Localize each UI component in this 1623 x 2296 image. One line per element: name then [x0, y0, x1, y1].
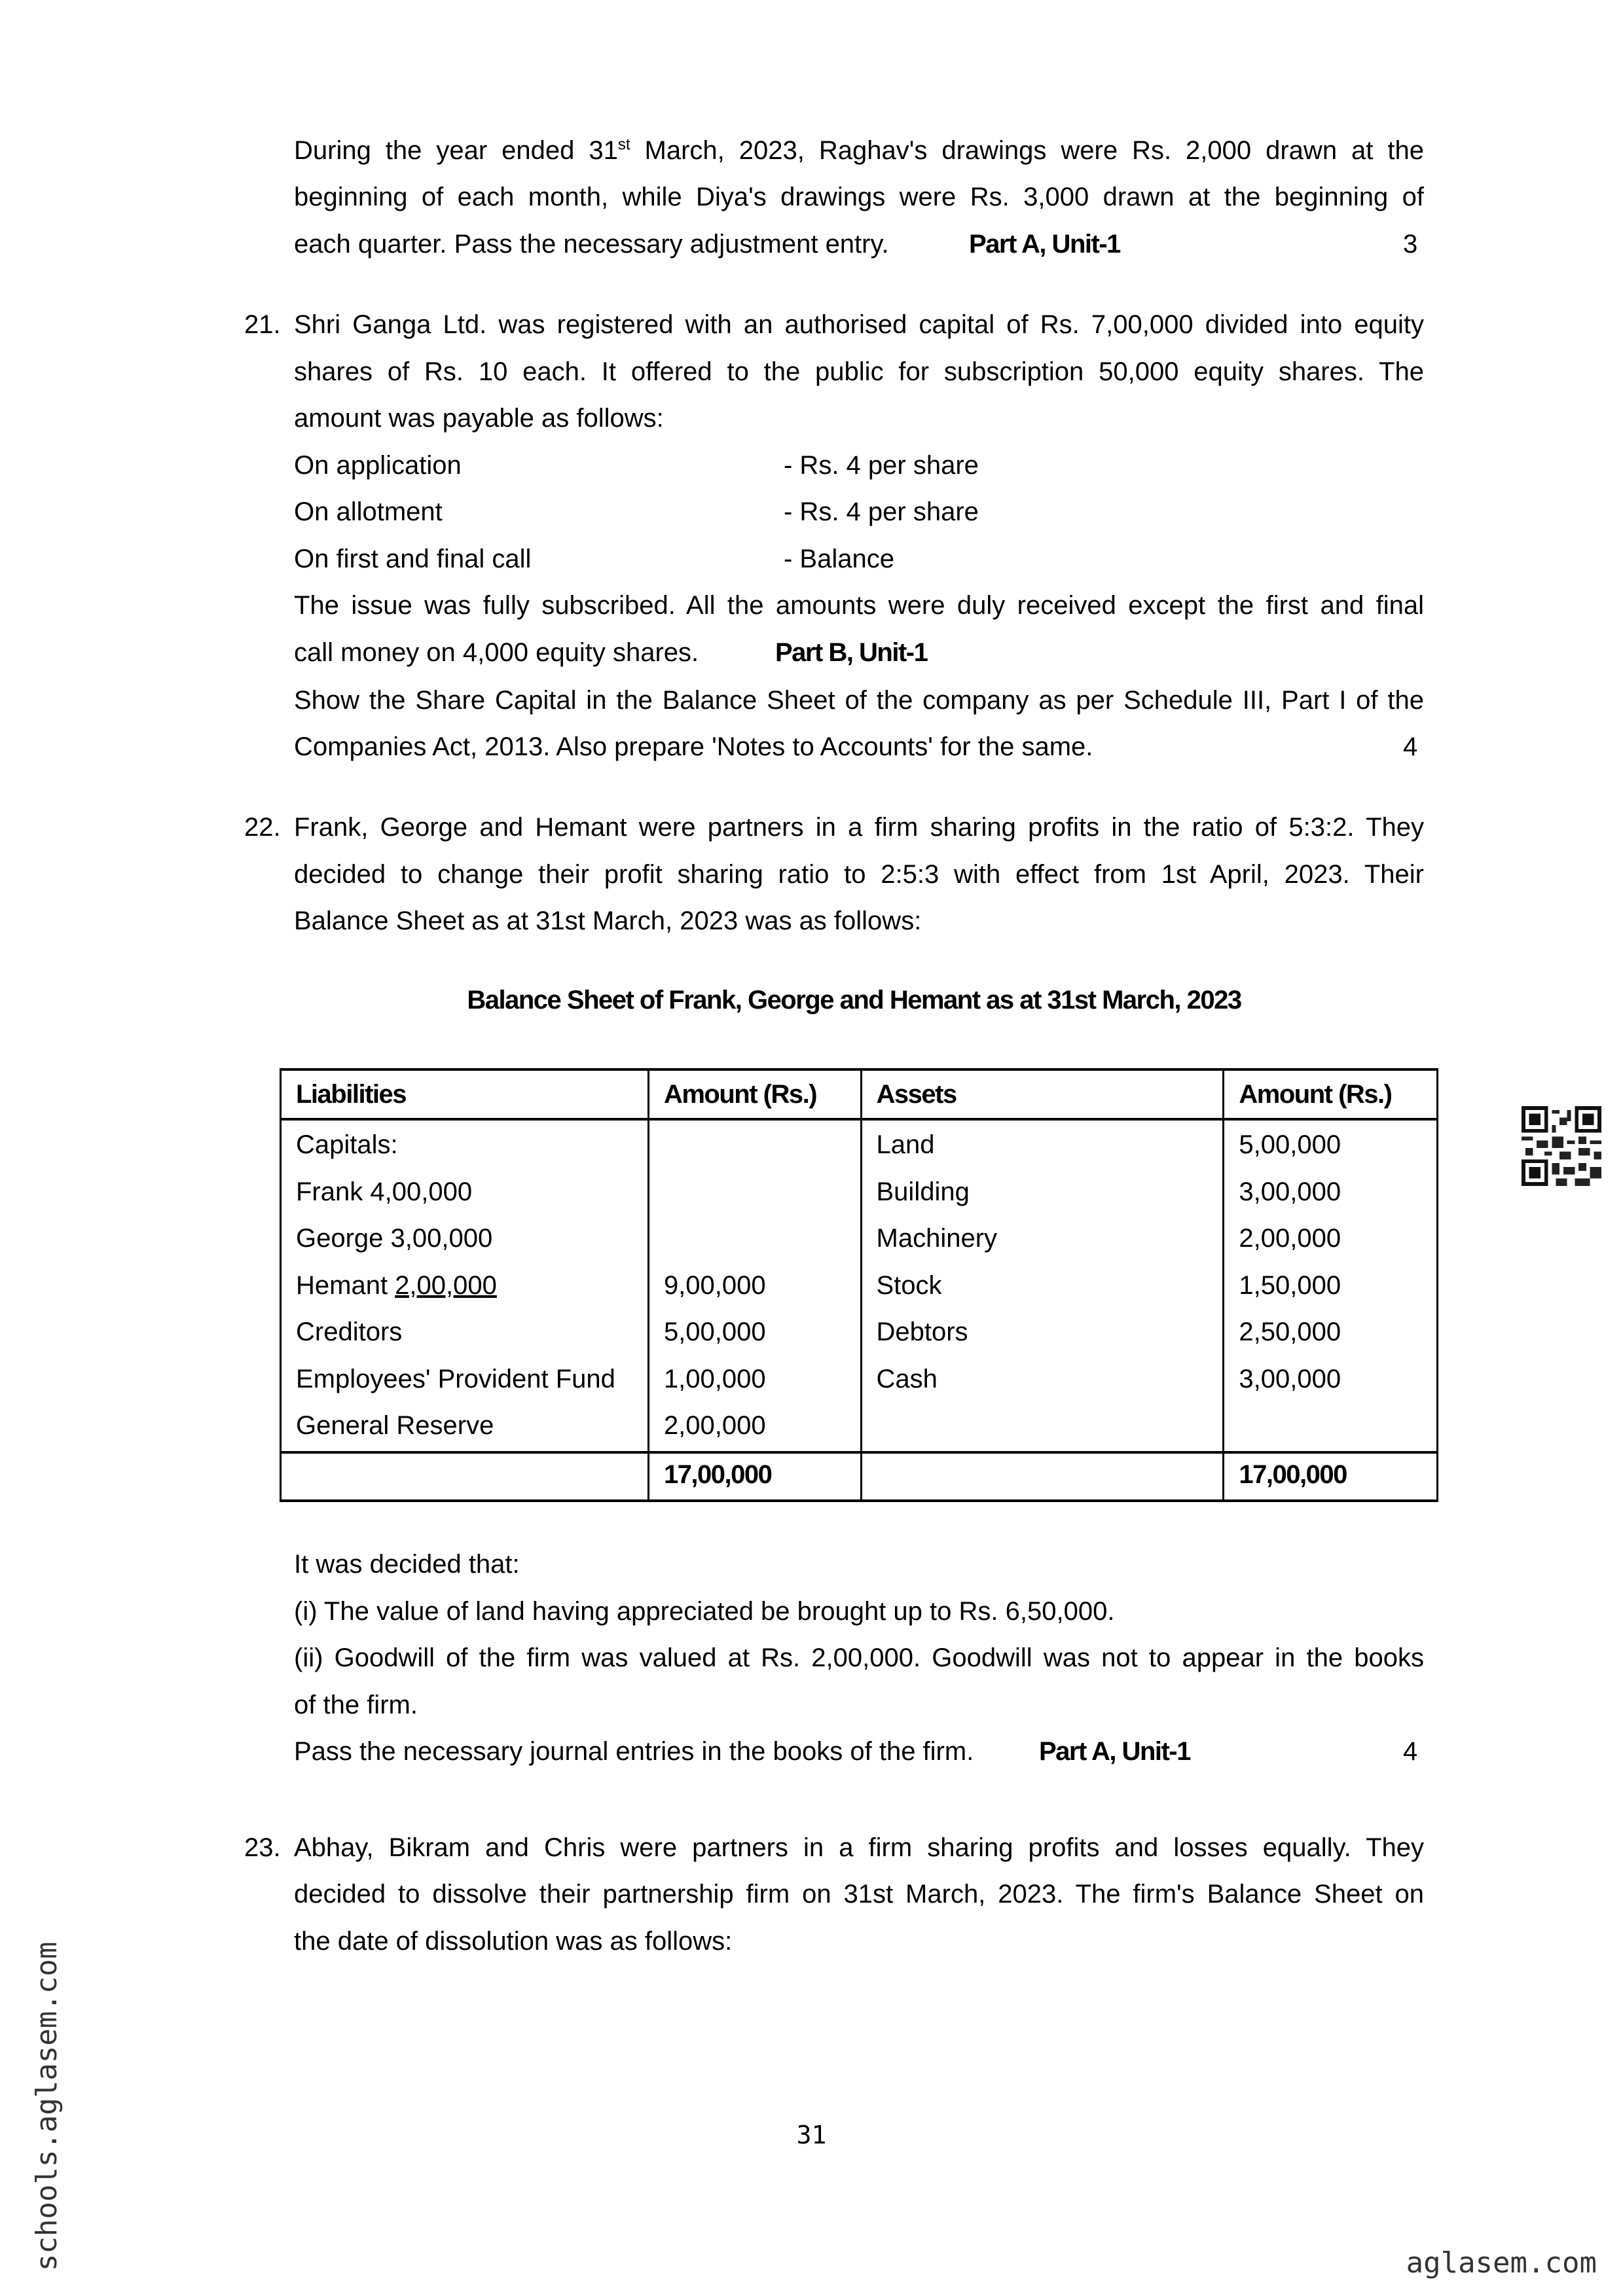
table-header	[281, 1069, 1438, 1119]
table-total-row	[281, 1452, 1438, 1501]
schedule-label: On application	[294, 451, 462, 480]
liability: General Reserve	[296, 1411, 494, 1440]
liability: Creditors	[296, 1318, 403, 1346]
liability: George 3,00,000	[296, 1224, 493, 1253]
balance-sheet-title: Balance Sheet of Frank, George and Hemant as at 31st March, 2023	[467, 986, 1241, 1014]
marks: 4	[1403, 1737, 1418, 1766]
q22-line: Frank, George and Hemant were partners in a firm sharing profits in the ratio of 5:3:2. They	[294, 813, 1424, 842]
asset: Building	[876, 1177, 970, 1206]
q21-line: Shri Ganga Ltd. was registered with an authorised capital of Rs. 7,00,000 divided into equity	[294, 310, 1424, 339]
liability	[296, 1263, 647, 1310]
amount	[664, 1122, 860, 1169]
header-amount: Amount (Rs.)	[648, 1069, 861, 1119]
amount: 5,00,000	[1239, 1130, 1341, 1159]
liab-amount-column	[648, 1119, 861, 1452]
liability: Capitals:	[296, 1130, 398, 1159]
question-number: 21.	[244, 310, 281, 339]
q23-line: decided to dissolve their partnership firm on 31st March, 2023. The firm's Balance Sheet on	[294, 1880, 1424, 1909]
schedule-label: On first and final call	[294, 545, 532, 573]
empty-cell	[281, 1452, 649, 1501]
assets-column	[861, 1119, 1224, 1452]
table-body	[281, 1119, 1438, 1452]
schedule-value: - Balance	[784, 545, 894, 573]
q21-line: The issue was fully subscribed. All the amounts were duly received except the first and final	[294, 591, 1424, 620]
q21-line: Show the Share Capital in the Balance Sheet of the company as per Schedule III, Part I of the	[294, 686, 1424, 715]
header-liabilities: Liabilities	[281, 1069, 649, 1119]
empty-cell	[861, 1452, 1224, 1501]
asset: Debtors	[876, 1318, 968, 1346]
hemant-capital: 2,00,000	[395, 1270, 497, 1300]
question-number: 23.	[244, 1833, 281, 1862]
qr-code-icon	[1522, 1106, 1601, 1186]
amount	[664, 1169, 860, 1216]
balance-sheet-table	[280, 1068, 1438, 1502]
amount: 9,00,000	[663, 1270, 766, 1300]
amount: 2,50,000	[1239, 1318, 1341, 1346]
amount: 1,00,000	[663, 1364, 766, 1393]
amount	[664, 1215, 860, 1263]
part-reference: Part A, Unit-1	[969, 230, 1120, 259]
header-assets: Assets	[861, 1069, 1224, 1119]
asset-amount-column	[1224, 1119, 1438, 1452]
q23-line: the date of dissolution was as follows:	[294, 1927, 733, 1956]
q22-after-line: (ii) Goodwill of the firm was valued at Rs. 2,00,000. Goodwill was not to appear in the books	[294, 1643, 1424, 1672]
page-number: 31	[796, 2121, 827, 2149]
amount: 5,00,000	[663, 1318, 766, 1346]
total-assets: 17,00,000	[1224, 1452, 1438, 1501]
q21-line: Companies Act, 2013. Also prepare 'Notes to Accounts' for the same.	[294, 732, 1093, 761]
asset: Cash	[876, 1364, 938, 1393]
q22-line: decided to change their profit sharing ratio to 2:5:3 with effect from 1st April, 2023. Their	[294, 860, 1424, 889]
liability-label: Hemant	[296, 1270, 395, 1300]
schedule-value: - Rs. 4 per share	[784, 497, 979, 526]
corner-watermark: aglasem.com	[1406, 2246, 1597, 2280]
q21-line: shares of Rs. 10 each. It offered to the public for subscription 50,000 equity shares. The	[294, 357, 1424, 386]
side-watermark: schools.aglasem.com	[30, 1941, 64, 2271]
q20-line-3: each quarter. Pass the necessary adjustment entry.	[294, 230, 889, 259]
part-reference: Part B, Unit-1	[775, 638, 928, 667]
q21-line: call money on 4,000 equity shares.	[294, 638, 699, 667]
liability: Employees' Provident Fund	[296, 1364, 615, 1393]
liabilities-column	[281, 1119, 649, 1452]
q20-line-2: beginning of each month, while Diya's drawings were Rs. 3,000 drawn at the beginning of	[294, 183, 1424, 211]
asset: Land	[876, 1130, 935, 1159]
question-number: 22.	[244, 813, 281, 842]
text: During the year ended 31	[294, 136, 618, 165]
part-reference: Part A, Unit-1	[1039, 1737, 1190, 1766]
marks: 4	[1403, 732, 1418, 761]
total-liabilities: 17,00,000	[648, 1452, 861, 1501]
schedule-value: - Rs. 4 per share	[784, 451, 979, 480]
asset: Machinery	[876, 1224, 998, 1253]
q22-after-line: (i) The value of land having appreciated be brought up to Rs. 6,50,000.	[294, 1597, 1115, 1626]
amount: 3,00,000	[1239, 1364, 1341, 1393]
amount: 3,00,000	[1239, 1177, 1341, 1206]
schedule-label: On allotment	[294, 497, 443, 526]
header-amount: Amount (Rs.)	[1224, 1069, 1438, 1119]
q20-line-1	[294, 127, 1424, 174]
liability: Frank 4,00,000	[296, 1177, 473, 1206]
q22-after-line: of the firm.	[294, 1691, 418, 1719]
q21-line: amount was payable as follows:	[294, 404, 664, 433]
text: March, 2023, Raghav's drawings were Rs. 2,000 drawn at the	[630, 136, 1424, 165]
superscript: st	[617, 135, 630, 154]
q22-after-line: It was decided that:	[294, 1550, 520, 1579]
marks: 3	[1403, 230, 1418, 259]
amount: 2,00,000	[663, 1411, 766, 1440]
q22-after-line: Pass the necessary journal entries in the books of the firm.	[294, 1737, 974, 1766]
amount: 2,00,000	[1239, 1224, 1341, 1253]
q22-line: Balance Sheet as at 31st March, 2023 was as follows:	[294, 906, 922, 935]
asset: Stock	[876, 1270, 942, 1300]
q23-line: Abhay, Bikram and Chris were partners in a firm sharing profits and losses equally. They	[294, 1833, 1424, 1862]
amount: 1,50,000	[1239, 1270, 1341, 1300]
